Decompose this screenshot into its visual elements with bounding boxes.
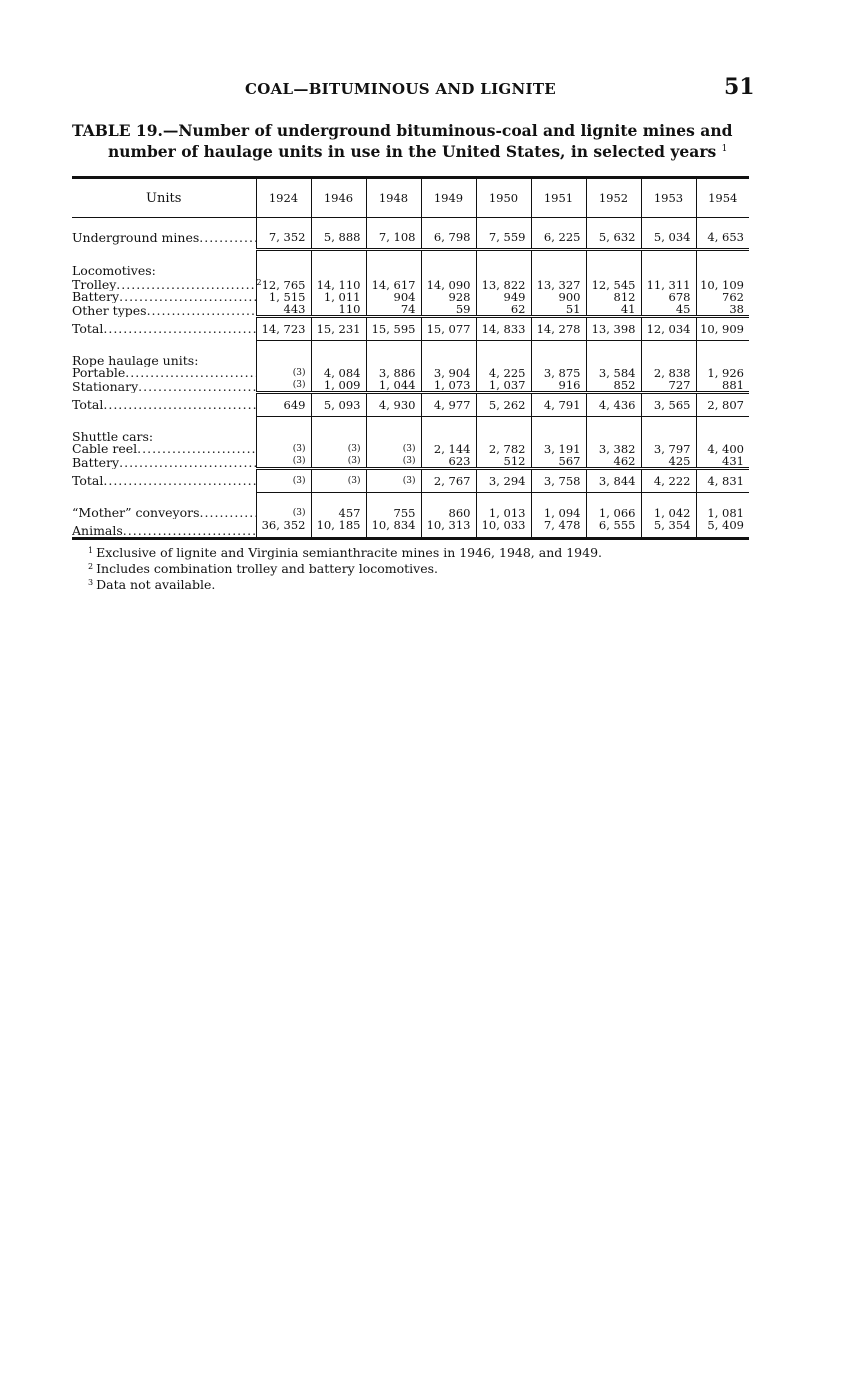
row-label-text: Total ..... <box>72 473 256 488</box>
spacer-row <box>72 250 749 266</box>
table-cell: (3) <box>366 469 421 493</box>
haulage-table <box>72 176 749 540</box>
table-cell: 3, 191 <box>531 443 586 455</box>
caption-footnote-ref: 1 <box>721 144 728 154</box>
year-header: 1948 <box>366 178 421 218</box>
table-cell: 4, 436 <box>586 393 641 417</box>
table-cell: 5, 354 <box>641 519 696 539</box>
row-label-text: Underground mines ..... <box>72 230 256 245</box>
table-cell: 4, 084 <box>311 367 366 379</box>
table-cell: 10, 109 <box>696 277 749 291</box>
footnote-mark: 2 <box>88 562 94 571</box>
footnote-mark: 3 <box>88 578 94 587</box>
table-cell: (3) <box>366 443 421 455</box>
row-label-text: Battery ..... <box>72 455 256 469</box>
table-cell: 1, 042 <box>641 507 696 519</box>
table-cell: 860 <box>421 507 476 519</box>
table-cell: 10, 909 <box>696 317 749 341</box>
table-cell: 45 <box>641 303 696 317</box>
table-cell: 812 <box>586 291 641 303</box>
table-cell: (3) <box>256 469 311 493</box>
footnote-text: Exclusive of lignite and Virginia semianthracite mines in 1946, 1948, and 1949. <box>96 545 603 560</box>
row-label <box>72 519 256 539</box>
table-cell: 110 <box>311 303 366 317</box>
table-cell: 457 <box>311 507 366 519</box>
table-cell: 38 <box>696 303 749 317</box>
spacer-row <box>72 493 749 508</box>
table-cell: 3, 886 <box>366 367 421 379</box>
table-cell: 5, 093 <box>311 393 366 417</box>
row-label-text: Animals ..... <box>72 523 256 538</box>
table-cell: 425 <box>641 455 696 469</box>
table-cell: 7, 352 <box>256 226 311 250</box>
table-cell: (3) <box>311 443 366 455</box>
table-caption <box>72 122 752 161</box>
table-cell: 852 <box>586 379 641 393</box>
table-cell: 4, 222 <box>641 469 696 493</box>
row-label <box>72 393 256 417</box>
year-header: 1954 <box>696 178 749 218</box>
table-cell: 62 <box>476 303 531 317</box>
table-cell: 4, 930 <box>366 393 421 417</box>
table-cell: 4, 653 <box>696 226 749 250</box>
table-cell: 2, 838 <box>641 367 696 379</box>
row-label-text: Trolley ..... <box>72 277 256 291</box>
table-cell: 14, 110 <box>311 277 366 291</box>
spacer-row <box>72 341 749 356</box>
table-cell: 14, 278 <box>531 317 586 341</box>
row-label-text: Cable reel ..... <box>72 443 256 455</box>
footnote <box>88 560 602 576</box>
table-cell: 623 <box>421 455 476 469</box>
table-cell: 4, 225 <box>476 367 531 379</box>
table-cell: 3, 584 <box>586 367 641 379</box>
year-header: 1952 <box>586 178 641 218</box>
table-cell: 443 <box>256 303 311 317</box>
stationary-row <box>72 379 749 393</box>
table-cell: 13, 327 <box>531 277 586 291</box>
table-cell: 1, 926 <box>696 367 749 379</box>
row-label-text: Portable ..... <box>72 367 256 379</box>
table-cell: 881 <box>696 379 749 393</box>
cell-footnote-ref: 2 <box>256 278 262 287</box>
footnotes <box>88 544 602 592</box>
table-cell: 1, 009 <box>311 379 366 393</box>
table-cell: 3, 904 <box>421 367 476 379</box>
table-header-row <box>72 178 749 218</box>
table-cell: 74 <box>366 303 421 317</box>
table-cell: 512 <box>476 455 531 469</box>
table-cell: 900 <box>531 291 586 303</box>
table-cell: 6, 225 <box>531 226 586 250</box>
table-cell: 15, 595 <box>366 317 421 341</box>
caption-line-2: number of haulage units in use in the United States, in selected years <box>108 142 717 161</box>
table-cell: 3, 294 <box>476 469 531 493</box>
table-cell: (3) <box>256 443 311 455</box>
cable-reel-row <box>72 443 749 455</box>
table-cell: 3, 565 <box>641 393 696 417</box>
table-cell: 762 <box>696 291 749 303</box>
table-cell: 4, 831 <box>696 469 749 493</box>
table-cell: 6, 555 <box>586 519 641 539</box>
locomotives-heading <box>72 265 749 277</box>
table-cell: 5, 888 <box>311 226 366 250</box>
table-cell: 10, 185 <box>311 519 366 539</box>
table-cell: 678 <box>641 291 696 303</box>
row-label-text: “Mother” conveyors ..... <box>72 507 256 519</box>
row-label-text: Stationary ..... <box>72 379 256 393</box>
table-cell: 5, 409 <box>696 519 749 539</box>
table-cell: 2, 767 <box>421 469 476 493</box>
table-cell: 14, 723 <box>256 317 311 341</box>
shuttle-cars-heading <box>72 431 749 443</box>
group-heading: Locomotives: <box>72 265 156 277</box>
spacer-row <box>72 218 749 227</box>
year-header: 1950 <box>476 178 531 218</box>
row-label-text: Other types ..... <box>72 303 256 317</box>
table-cell: 6, 798 <box>421 226 476 250</box>
table-cell: 949 <box>476 291 531 303</box>
underground-mines-row <box>72 226 749 250</box>
row-label <box>72 303 256 317</box>
table-cell: 1, 044 <box>366 379 421 393</box>
row-label-text: Total ..... <box>72 397 256 412</box>
footnote-mark: 1 <box>88 546 94 555</box>
table-cell: 1, 066 <box>586 507 641 519</box>
row-label <box>72 443 256 455</box>
table-cell: 14, 090 <box>421 277 476 291</box>
row-label <box>72 277 256 291</box>
footnote <box>88 544 602 560</box>
year-header: 1951 <box>531 178 586 218</box>
row-label <box>72 226 256 250</box>
table-cell: 59 <box>421 303 476 317</box>
row-label <box>72 507 256 519</box>
locomotives-total-row <box>72 317 749 341</box>
table-cell: 14, 617 <box>366 277 421 291</box>
table-cell: 7, 559 <box>476 226 531 250</box>
table-cell: 1, 073 <box>421 379 476 393</box>
table-body <box>72 218 749 539</box>
shuttle-battery-row <box>72 455 749 469</box>
table-cell: 7, 478 <box>531 519 586 539</box>
spacer-row <box>72 417 749 432</box>
table-cell: 3, 797 <box>641 443 696 455</box>
units-header: Units <box>72 178 256 218</box>
table-cell: 1, 013 <box>476 507 531 519</box>
group-heading: Rope haulage units: <box>72 355 199 367</box>
table-cell: (3) <box>256 455 311 469</box>
table-cell: 462 <box>586 455 641 469</box>
table-cell: 2, 782 <box>476 443 531 455</box>
year-header: 1946 <box>311 178 366 218</box>
table-cell: (3) <box>256 507 311 519</box>
year-header: 1924 <box>256 178 311 218</box>
footnote-text: Includes combination trolley and battery locomotives. <box>96 561 439 576</box>
table-cell: 3, 875 <box>531 367 586 379</box>
table-cell: 5, 262 <box>476 393 531 417</box>
page-number: 51 <box>724 74 755 100</box>
cell-value: 12, 765 <box>261 278 306 292</box>
table-cell: (3) <box>366 455 421 469</box>
table-cell: 7, 108 <box>366 226 421 250</box>
table-cell: 4, 400 <box>696 443 749 455</box>
table-cell: 15, 231 <box>311 317 366 341</box>
table-cell: 4, 977 <box>421 393 476 417</box>
row-label <box>72 367 256 379</box>
table-cell: 3, 758 <box>531 469 586 493</box>
caption-line-1: TABLE 19.—Number of underground bituminous-coal and lignite mines and <box>72 121 733 140</box>
row-label <box>72 469 256 493</box>
other-types-row <box>72 303 749 317</box>
table-cell: 1, 094 <box>531 507 586 519</box>
row-label-text: Total ..... <box>72 321 256 336</box>
table-cell: 10, 033 <box>476 519 531 539</box>
table-cell: (3) <box>256 379 311 393</box>
table-cell <box>256 277 311 291</box>
table-cell: 5, 632 <box>586 226 641 250</box>
table-cell: 1, 037 <box>476 379 531 393</box>
table-cell: 13, 822 <box>476 277 531 291</box>
table-cell: 13, 398 <box>586 317 641 341</box>
row-label-text: Battery ..... <box>72 291 256 303</box>
table-cell: 928 <box>421 291 476 303</box>
table-cell: 14, 833 <box>476 317 531 341</box>
table-cell: 727 <box>641 379 696 393</box>
year-header: 1953 <box>641 178 696 218</box>
table-cell: 12, 034 <box>641 317 696 341</box>
table-cell: 904 <box>366 291 421 303</box>
table-cell: 4, 791 <box>531 393 586 417</box>
table-cell: (3) <box>311 455 366 469</box>
table-cell: 11, 311 <box>641 277 696 291</box>
table-cell: 755 <box>366 507 421 519</box>
table-cell: 3, 382 <box>586 443 641 455</box>
table-cell: 10, 313 <box>421 519 476 539</box>
table-cell: 649 <box>256 393 311 417</box>
table-cell: 10, 834 <box>366 519 421 539</box>
table-cell: 2, 144 <box>421 443 476 455</box>
table-cell: 431 <box>696 455 749 469</box>
row-label <box>72 379 256 393</box>
running-title: COAL—BITUMINOUS AND LIGNITE <box>245 80 557 98</box>
table-cell: 5, 034 <box>641 226 696 250</box>
table-cell: 1, 515 <box>256 291 311 303</box>
table-cell: (3) <box>256 367 311 379</box>
table-cell: 12, 545 <box>586 277 641 291</box>
group-heading: Shuttle cars: <box>72 431 154 443</box>
year-header: 1949 <box>421 178 476 218</box>
table-cell: 41 <box>586 303 641 317</box>
table-cell: 1, 081 <box>696 507 749 519</box>
shuttle-total-row <box>72 469 749 493</box>
table-cell: 36, 352 <box>256 519 311 539</box>
table-cell: 2, 807 <box>696 393 749 417</box>
row-label <box>72 317 256 341</box>
table-cell: 567 <box>531 455 586 469</box>
footnote <box>88 576 602 592</box>
row-label <box>72 291 256 303</box>
table-cell: 3, 844 <box>586 469 641 493</box>
table-cell: 1, 011 <box>311 291 366 303</box>
row-label <box>72 455 256 469</box>
rope-total-row <box>72 393 749 417</box>
table-cell: 51 <box>531 303 586 317</box>
trolley-row <box>72 277 749 291</box>
animals-row <box>72 519 749 539</box>
table-cell: 916 <box>531 379 586 393</box>
table-cell: (3) <box>311 469 366 493</box>
footnote-text: Data not available. <box>96 577 216 592</box>
table-cell: 15, 077 <box>421 317 476 341</box>
